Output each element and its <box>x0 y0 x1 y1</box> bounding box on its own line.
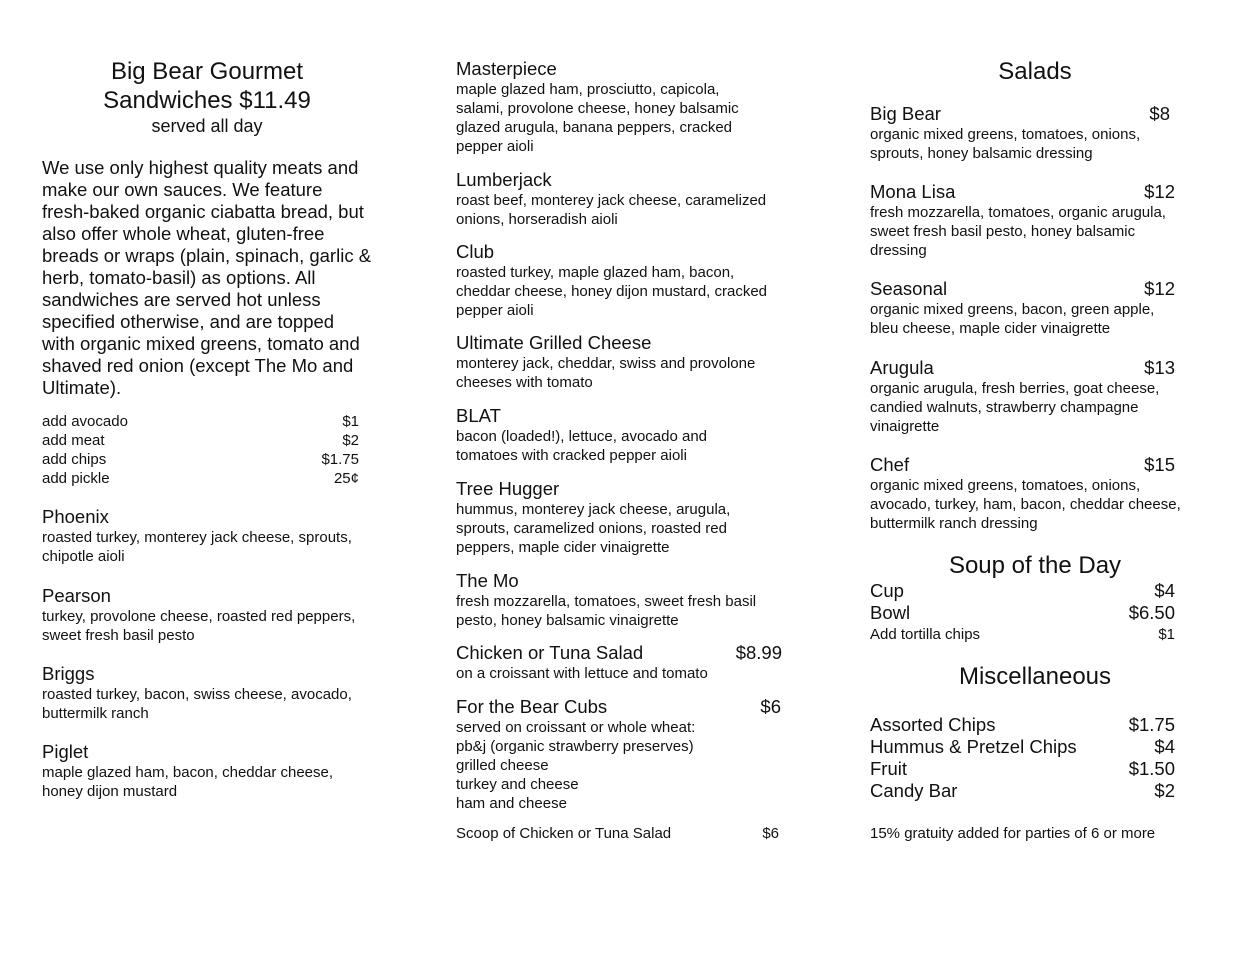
menu-item-tree-hugger <box>456 477 756 557</box>
misc-price: $1.75 <box>1128 714 1175 735</box>
item-price: $15 <box>1144 454 1175 475</box>
soup-price: $6.50 <box>1128 602 1175 623</box>
soup-title: Soup of the Day <box>948 552 1122 579</box>
misc-price: $4 <box>1154 736 1175 757</box>
sandwiches-subtitle: served all day <box>151 116 263 136</box>
addon-label: add meat <box>42 432 105 449</box>
item-name: Phoenix <box>42 506 109 527</box>
item-name: Big Bear <box>870 103 941 124</box>
item-description: organic mixed greens, tomatoes, onions, sprouts, honey balsamic dressing <box>870 126 1141 162</box>
item-description: bacon (loaded!), lettuce, avocado and tomatoes with cracked pepper aioli <box>456 428 708 464</box>
item-price: $12 <box>1144 181 1175 202</box>
soup-price: $1 <box>1158 626 1175 643</box>
gratuity-note: 15% gratuity added for parties of 6 or more <box>870 825 1156 842</box>
sandwiches-intro: We use only highest quality meats and make our own sauces. We feature fresh-baked organic ciabatta bread, but also offer whole wheat, gluten-free breads or wraps (plain, spinach, garlic & herb, tomato-basil) as options. All sandwiches are served hot unless specified otherwise, and are topped with organic mixed greens, tomato and shaved red onion (except The Mo and Ultimate). <box>42 157 372 398</box>
menu-item-masterpiece <box>456 57 766 156</box>
addon-label: add avocado <box>42 413 128 430</box>
misc-row <box>870 758 1175 780</box>
item-description: roasted turkey, monterey jack cheese, sprouts, chipotle aioli <box>42 529 352 565</box>
item-name-row <box>870 277 1175 300</box>
item-description: fresh mozzarella, tomatoes, organic arugula, sweet fresh basil pesto, honey balsamic dressing <box>870 204 1166 259</box>
item-name: Pearson <box>42 585 111 606</box>
item-description: roasted turkey, bacon, swiss cheese, avocado, buttermilk ranch <box>42 686 352 722</box>
sandwiches-title-line2: Sandwiches $11.49 <box>103 87 311 114</box>
menu-item-bear-cubs <box>456 695 781 813</box>
salad-item-arugula <box>870 356 1175 436</box>
soup-prices <box>870 580 1175 645</box>
item-name: Chicken or Tuna Salad <box>456 642 644 663</box>
item-name-row <box>870 180 1175 203</box>
item-description: fresh mozzarella, tomatoes, sweet fresh basil pesto, honey balsamic vinaigrette <box>456 593 757 629</box>
addon-row <box>42 450 359 469</box>
item-description: roasted turkey, maple glazed ham, bacon, cheddar cheese, honey dijon mustard, cracked pepper aioli <box>456 264 768 319</box>
item-name: Piglet <box>42 741 89 762</box>
item-description-line: turkey and cheese <box>456 776 579 793</box>
menu-item-briggs <box>42 662 372 723</box>
scoop-row <box>456 824 779 843</box>
item-name: BLAT <box>456 405 501 426</box>
item-price: $6 <box>760 696 781 717</box>
item-description-line: ham and cheese <box>456 795 567 812</box>
addons-list <box>42 412 359 488</box>
item-name: Scoop of Chicken or Tuna Salad <box>456 825 672 842</box>
item-description: maple glazed ham, bacon, cheddar cheese, honey dijon mustard <box>42 764 334 800</box>
item-name: Chef <box>870 454 910 475</box>
item-description: organic mixed greens, tomatoes, onions, avocado, turkey, ham, bacon, cheddar cheese, buttermilk ranch dressing <box>870 477 1181 532</box>
addon-price: $2 <box>342 432 359 449</box>
soup-price: $4 <box>1154 580 1175 601</box>
misc-title: Miscellaneous <box>958 663 1112 690</box>
item-description: turkey, provolone cheese, roasted red peppers, sweet fresh basil pesto <box>42 608 356 644</box>
menu-item-ultimate-grilled-cheese <box>456 331 776 392</box>
item-description: roast beef, monterey jack cheese, caramelized onions, horseradish aioli <box>456 192 767 228</box>
soup-label: Cup <box>870 580 904 601</box>
salad-item-mona-lisa <box>870 180 1185 260</box>
salad-item-big-bear <box>870 102 1170 163</box>
item-name: Mona Lisa <box>870 181 956 202</box>
item-name: For the Bear Cubs <box>456 696 608 717</box>
misc-label: Fruit <box>870 758 907 779</box>
item-name: Arugula <box>870 357 934 378</box>
item-price: $13 <box>1144 357 1175 378</box>
item-name: Seasonal <box>870 278 948 299</box>
item-name: Club <box>456 241 495 262</box>
sandwiches-header <box>42 57 372 137</box>
item-description-line: served on croissant or whole wheat: <box>456 719 696 736</box>
item-description: organic mixed greens, bacon, green apple, bleu cheese, maple cider vinaigrette <box>870 301 1155 337</box>
soup-row-cup <box>870 580 1175 602</box>
item-price: $12 <box>1144 278 1175 299</box>
misc-prices <box>870 714 1175 802</box>
item-name-row <box>870 356 1175 379</box>
addon-label: add pickle <box>42 470 110 487</box>
item-name-row <box>870 102 1170 125</box>
addon-price: $1.75 <box>321 451 359 468</box>
item-name: Briggs <box>42 663 95 684</box>
item-name: The Mo <box>456 570 519 591</box>
item-price: $6 <box>762 825 779 842</box>
misc-row <box>870 714 1175 736</box>
soup-label: Add tortilla chips <box>870 626 981 643</box>
item-name: Lumberjack <box>456 169 552 190</box>
addon-price: $1 <box>342 413 359 430</box>
soup-label: Bowl <box>870 602 911 623</box>
addon-label: add chips <box>42 451 107 468</box>
item-name: Ultimate Grilled Cheese <box>456 332 652 353</box>
item-name-row <box>870 453 1175 476</box>
item-description: hummus, monterey jack cheese, arugula, sprouts, caramelized onions, roasted red peppers, maple cider vinaigrette <box>456 501 731 556</box>
item-name: Masterpiece <box>456 58 557 79</box>
menu-item-the-mo <box>456 569 776 630</box>
menu-item-phoenix <box>42 505 372 566</box>
item-description: maple glazed ham, prosciutto, capicola, salami, provolone cheese, honey balsamic glazed arugula, banana peppers, cracked pepper aioli <box>456 81 739 155</box>
misc-row <box>870 780 1175 802</box>
sandwiches-title-line1: Big Bear Gourmet <box>110 58 304 85</box>
item-description: on a croissant with lettuce and tomato <box>456 665 708 682</box>
salads-title: Salads <box>998 58 1072 85</box>
soup-row-bowl <box>870 602 1175 624</box>
soup-row-tortilla-chips <box>870 624 1175 645</box>
salad-item-seasonal <box>870 277 1175 338</box>
item-description: organic arugula, fresh berries, goat cheese, candied walnuts, strawberry champagne vinaigrette <box>870 380 1160 435</box>
item-description-line: grilled cheese <box>456 757 549 774</box>
addon-row <box>42 431 359 450</box>
addon-row <box>42 469 359 488</box>
menu-item-scoop <box>456 824 779 843</box>
item-price: $8 <box>1149 103 1170 124</box>
menu-item-piglet <box>42 740 362 801</box>
misc-price: $1.50 <box>1128 758 1175 779</box>
item-name: Tree Hugger <box>456 478 560 499</box>
misc-label: Assorted Chips <box>870 714 996 735</box>
menu-item-blat <box>456 404 731 465</box>
item-description: monterey jack, cheddar, swiss and provolone cheeses with tomato <box>456 355 756 391</box>
menu-item-pearson <box>42 584 372 645</box>
item-price: $8.99 <box>735 642 782 663</box>
item-name-row <box>456 695 781 718</box>
menu-item-chicken-tuna-salad <box>456 641 782 683</box>
menu-item-club <box>456 240 786 320</box>
item-name-row <box>456 641 782 664</box>
misc-row <box>870 736 1175 758</box>
misc-price: $2 <box>1154 780 1175 801</box>
misc-label: Candy Bar <box>870 780 958 801</box>
item-description-line: pb&j (organic strawberry preserves) <box>456 738 694 755</box>
addon-price: 25¢ <box>333 470 359 487</box>
salad-item-chef <box>870 453 1200 533</box>
misc-label: Hummus & Pretzel Chips <box>870 736 1077 757</box>
menu-item-lumberjack <box>456 168 786 229</box>
addon-row <box>42 412 359 431</box>
